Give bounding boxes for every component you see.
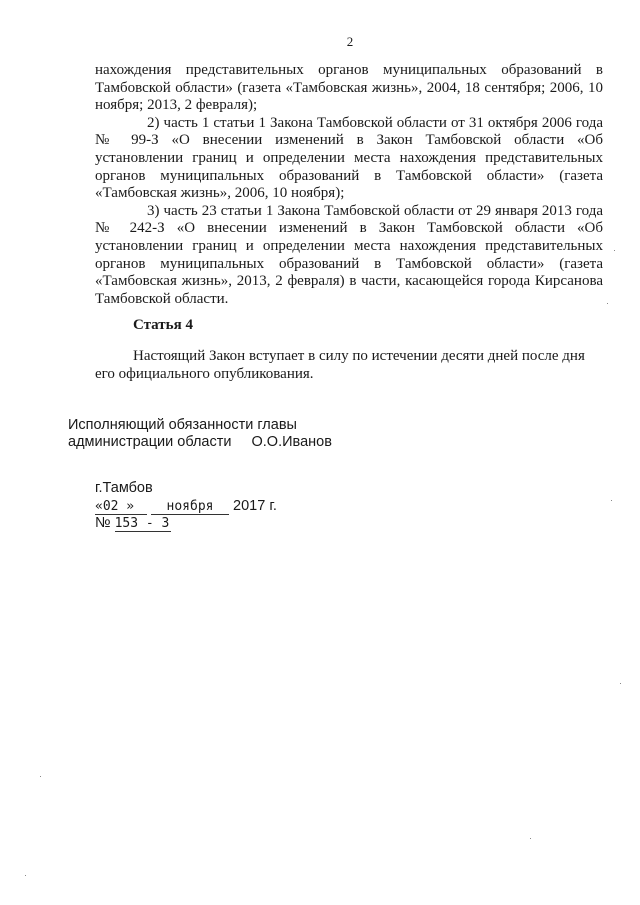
article-4-heading: Статья 4 (133, 317, 193, 333)
date-year: 2017 г. (233, 497, 277, 514)
list-of-repealed-acts (95, 62, 603, 308)
signatory-title-line1: Исполняющий обязанности главы (68, 417, 297, 433)
scan-speck (607, 303, 608, 304)
signatory-title-line2: администрации области (68, 433, 232, 450)
scan-speck (620, 683, 621, 684)
scan-speck (614, 250, 615, 251)
paragraph-item-2: 2) часть 1 статьи 1 Закона Тамбовской области от 31 октября 2006 года № 99-З «О внесении изменений в Закон Тамбовской области «Об установлении границ и определении места нахождения представительных органов муниципальных образований в Тамбовской области» (газета «Тамбовская жизнь», 2006, 10 ноября); (95, 114, 603, 202)
date-month: ноября (151, 500, 229, 515)
place-date-number-block (95, 480, 277, 533)
page-number: 2 (346, 34, 354, 49)
article-4-body (95, 348, 603, 383)
signature-block (68, 417, 332, 450)
scan-speck (25, 875, 26, 876)
number-prefix: № (95, 515, 111, 531)
article-4-text: Настоящий Закон вступает в силу по истечении десяти дней после дня его официального опубликования. (95, 348, 585, 382)
scan-speck (40, 776, 41, 777)
scan-speck (530, 838, 531, 839)
place-of-signing: г.Тамбов (95, 480, 153, 496)
date-line (95, 498, 277, 516)
number-line (95, 515, 277, 533)
document-number: 153 - З (114, 516, 170, 531)
scan-speck (611, 500, 612, 501)
paragraph-item-1-continuation: нахождения представительных органов муниципальных образований в Тамбовской области» (газета «Тамбовская жизнь», 2004, 18 сентября; 2006, 10 ноября; 2013, 2 февраля); (95, 62, 603, 114)
date-day: «02 » (95, 500, 147, 515)
paragraph-item-3: 3) часть 23 статьи 1 Закона Тамбовской области от 29 января 2013 года № 242-З «О внесении изменений в Закон Тамбовской области «Об установлении границ и определении места нахождения представительных органов муниципальных образований в Тамбовской области» (газета «Тамбовская жизнь», 2013, 2 февраля) в части, касающейся города Кирсанова Тамбовской области. (95, 202, 603, 307)
signatory-name: О.О.Иванов (251, 433, 332, 450)
